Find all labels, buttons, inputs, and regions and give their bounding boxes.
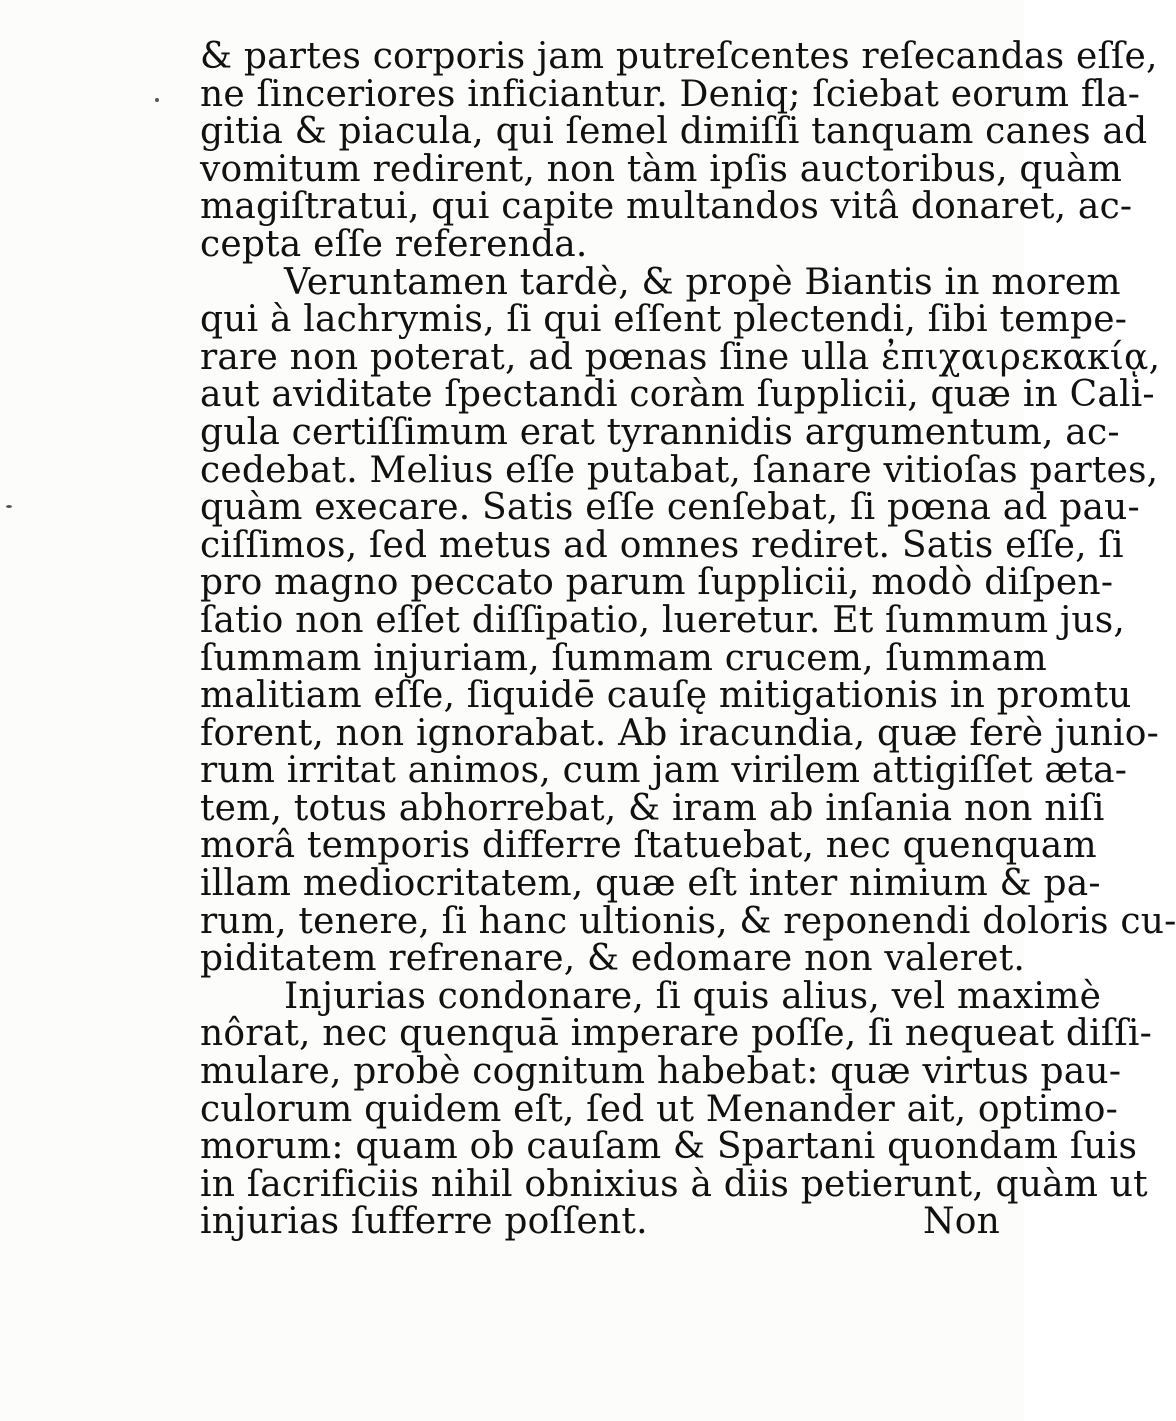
text-line: ne ſinceriores inficiantur. Deniq; ſciebat eorum fla- [200, 73, 1141, 115]
text-line: malitiam eſſe, ſiquidē cauſę mitigationis in promtu [200, 675, 1132, 717]
text-line: nôrat, nec quenquā imperare poſſe, ſi nequeat diſſi- [200, 1013, 1152, 1055]
text-line: culorum quidem eſt, ſed ut Menander ait, optimo- [200, 1088, 1118, 1130]
text-line: qui à lachrymis, ſi qui eſſent plectendi, ſibi tempe- [200, 299, 1128, 341]
text-line: rare non poterat, ad pœnas ſine ulla ἐπιχαιρεκακίᾳ, [200, 336, 1161, 378]
text-line: & partes corporis jam putreſcentes reſecandas eſſe, [200, 36, 1158, 77]
text-line: vomitum redirent, non tàm ipſis auctoribus, quàm [200, 148, 1123, 190]
text-line: ſummam injuriam, ſummam crucem, ſummam [200, 637, 1047, 679]
text-line: quàm execare. Satis eſſe cenſebat, ſi pœna ad pau- [200, 487, 1140, 529]
text-line: gitia & piacula, qui ſemel dimiſſi tanquam canes ad [200, 111, 1148, 153]
text-line: gula certiſſimum erat tyrannidis argumentum, ac- [200, 411, 1120, 453]
text-line: forent, non ignorabat. Ab iracundia, quæ ferè junio- [200, 712, 1159, 754]
text-line: cedebat. Melius eſſe putabat, ſanare vitioſas partes, [200, 449, 1159, 491]
paragraph-start-line: Injurias condonare, ſi quis alius, vel maximè [284, 975, 1102, 1017]
text-line: ſatio non eſſet diſſipatio, lueretur. Et ſummum jus, [200, 599, 1126, 641]
last-line [200, 1203, 1000, 1241]
text-line: ciſſimos, ſed metus ad omnes rediret. Satis eſſe, ſi [200, 524, 1124, 566]
text-line: mulare, probè cognitum habebat: quæ virtus pau- [200, 1051, 1122, 1093]
text-line: injurias ſufferre poſſent. [200, 1201, 648, 1243]
ink-speck [155, 98, 159, 102]
text-line: pro magno peccato parum ſupplicii, modò diſpen- [200, 562, 1114, 604]
text-line: piditatem refrenare, & edomare non valeret. [200, 938, 1025, 980]
text-line: magiſtratui, qui capite multandos vitâ donaret, ac- [200, 186, 1133, 228]
ink-speck [6, 505, 12, 508]
text-line: cepta eſſe referenda. [200, 223, 588, 265]
text-line: rum irritat animos, cum jam virilem attigiſſet æta- [200, 750, 1128, 792]
paragraph-start-line: Veruntamen tardè, & propè Biantis in morem [284, 261, 1121, 303]
text-line: morum: quam ob cauſam & Spartani quondam ſuis [200, 1126, 1138, 1168]
text-line: illam mediocritatem, quæ eſt inter nimium & pa- [200, 863, 1101, 905]
body-text [200, 36, 1176, 1243]
text-line: tem, totus abhorrebat, & iram ab inſania non niſi [200, 787, 1105, 829]
catchword: Non [923, 1201, 1000, 1243]
text-line: morâ temporis differre ſtatuebat, nec quenquam [200, 825, 1097, 867]
text-line: in ſacrificiis nihil obnixius à diis petierunt, quàm ut [200, 1163, 1148, 1205]
text-line: rum, tenere, ſi hanc ultionis, & reponendi doloris cu- [200, 900, 1176, 942]
text-line: aut aviditate ſpectandi coràm ſupplicii, quæ in Cali- [200, 374, 1155, 416]
